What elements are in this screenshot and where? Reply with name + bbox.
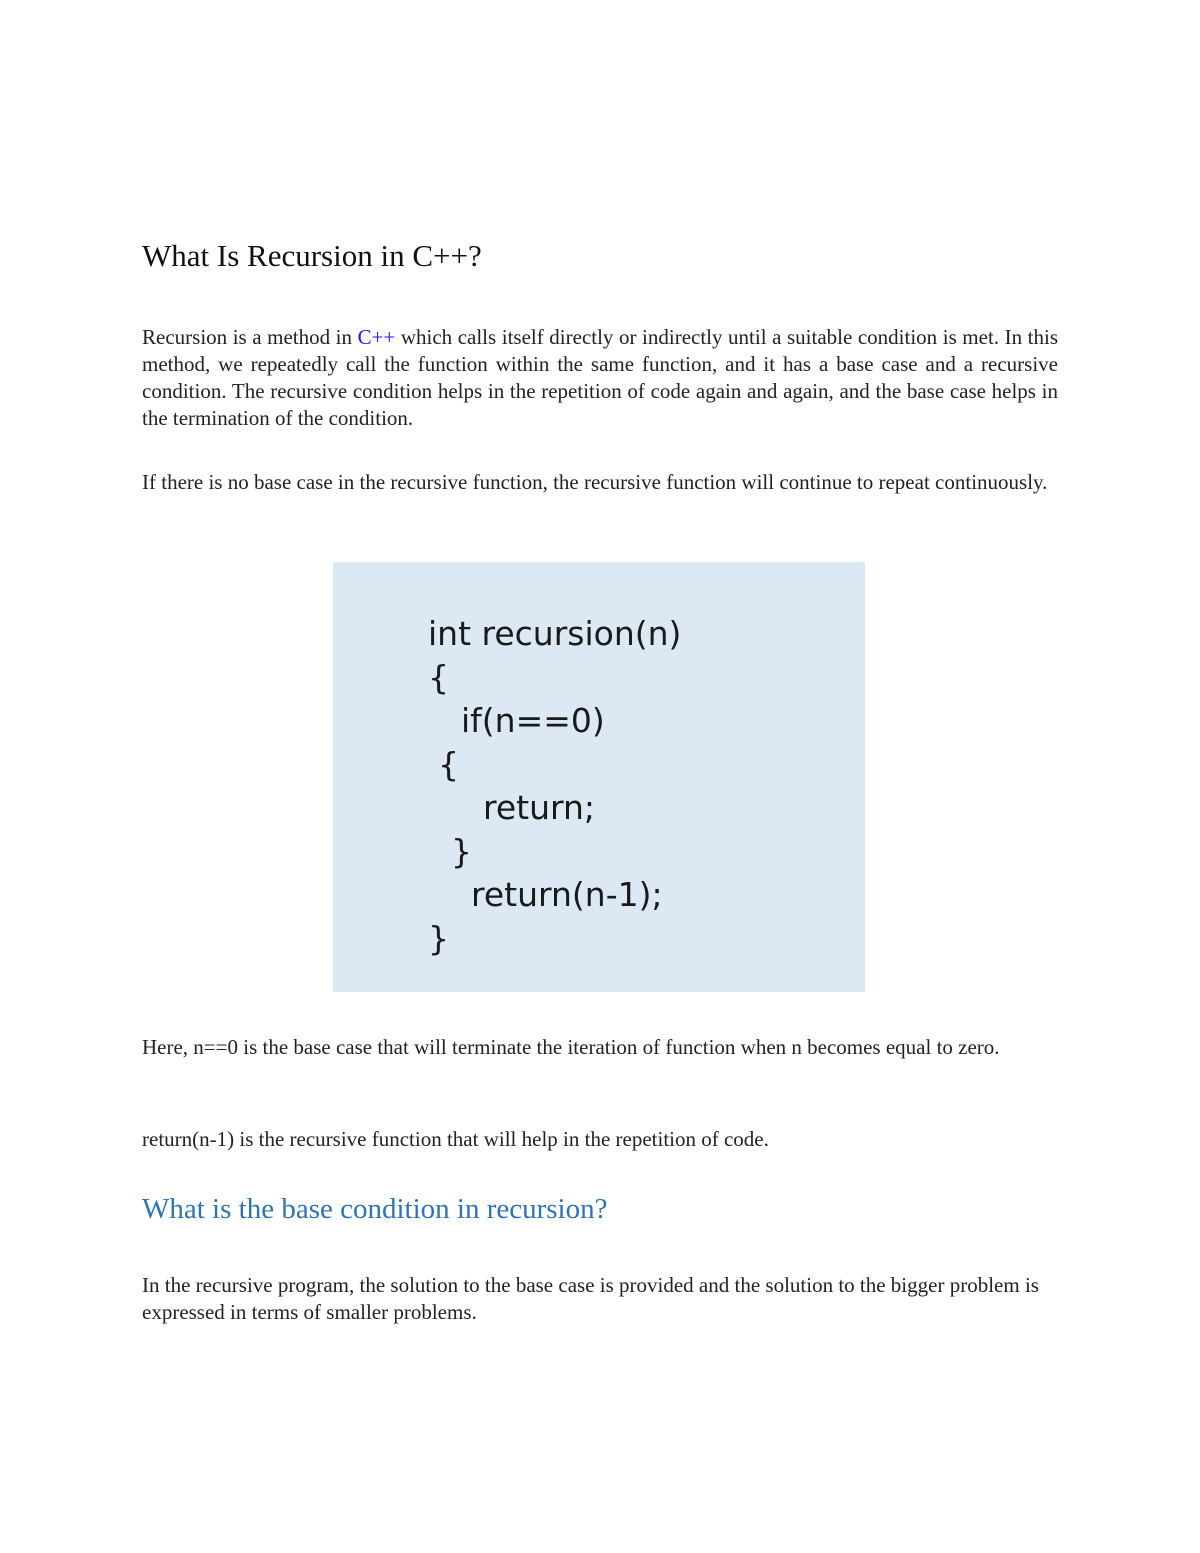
code-line: } [428,919,449,958]
code-snippet-image [333,562,865,992]
code-line: { [438,745,459,784]
code-line: } [451,832,472,871]
base-case-explanation: Here, n==0 is the base case that will terminate the iteration of function when n becomes equal to zero. [142,1035,1000,1059]
code-line: int recursion(n) [428,614,682,653]
code-line: return; [483,788,596,827]
code-line: { [428,658,449,697]
intro-text-end: which calls itself directly or indirectly until a suitable condition is met. In this method, we repeatedly call the function within the same function, and it has a base case and a recursive condition. The recursive condition helps in the repetition of code again and again, and the base case helps in the termination of the condition. [142,325,1058,430]
base-condition-paragraph: In the recursive program, the solution to the base case is provided and the solution to the bigger problem is expressed in terms of smaller problems. [142,1273,1039,1324]
intro-text-start: Recursion is a method in [142,325,358,349]
section-heading: What is the base condition in recursion? [142,1193,608,1225]
cpp-link[interactable]: C++ [357,325,396,349]
recursive-explanation: return(n-1) is the recursive function that will help in the repetition of code. [142,1127,769,1151]
code-line: return(n-1); [471,875,663,914]
no-base-case-paragraph: If there is no base case in the recursive function, the recursive function will continue to repeat continuously. [142,470,1048,494]
intro-paragraph [142,324,1058,432]
page-title: What Is Recursion in C++? [142,238,482,273]
code-line: if(n==0) [461,701,605,740]
